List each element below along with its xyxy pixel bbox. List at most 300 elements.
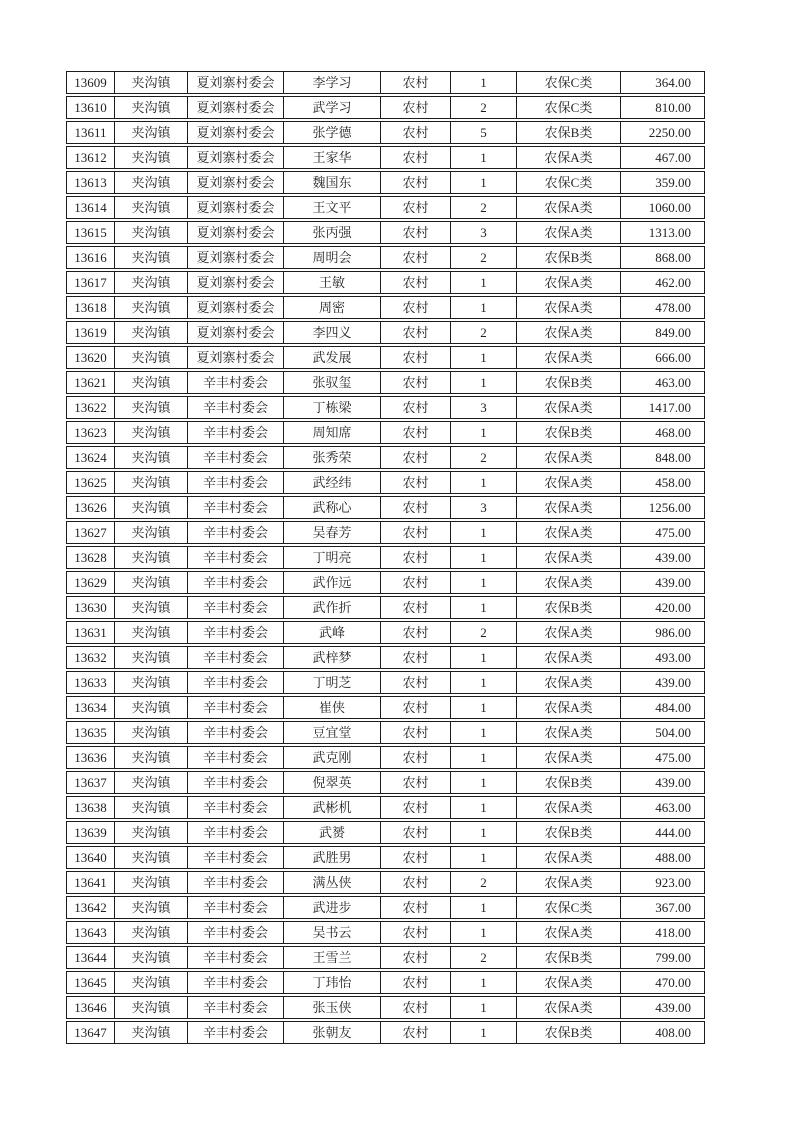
cell-residence-type: 农村 [380,671,450,694]
cell-village-committee: 辛丰村委会 [187,496,283,519]
cell-record-id: 13634 [66,696,114,719]
cell-person-name: 武称心 [283,496,380,519]
cell-village-committee: 辛丰村委会 [187,421,283,444]
payment-records-table [66,69,705,1046]
cell-amount: 923.00 [620,871,705,894]
cell-person-name: 张秀荣 [283,446,380,469]
cell-amount: 367.00 [620,896,705,919]
cell-record-id: 13612 [66,146,114,169]
cell-person-name: 王文平 [283,196,380,219]
cell-insurance-category: 农保B类 [516,771,620,794]
cell-residence-type: 农村 [380,1021,450,1044]
table-body [66,71,705,1044]
cell-insurance-category: 农保B类 [516,121,620,144]
cell-person-name: 张丙强 [283,221,380,244]
cell-amount: 462.00 [620,271,705,294]
table-row [66,196,705,219]
cell-residence-type: 农村 [380,871,450,894]
cell-town: 夹沟镇 [114,1021,187,1044]
cell-amount: 470.00 [620,971,705,994]
cell-person-name: 武峰 [283,621,380,644]
cell-person-name: 魏国东 [283,171,380,194]
cell-residence-type: 农村 [380,471,450,494]
cell-residence-type: 农村 [380,896,450,919]
cell-person-count: 2 [450,871,516,894]
cell-amount: 439.00 [620,771,705,794]
cell-person-count: 1 [450,471,516,494]
cell-insurance-category: 农保A类 [516,271,620,294]
cell-person-count: 1 [450,821,516,844]
table-row [66,671,705,694]
cell-residence-type: 农村 [380,196,450,219]
cell-record-id: 13638 [66,796,114,819]
table-row [66,996,705,1019]
cell-record-id: 13625 [66,471,114,494]
cell-person-count: 1 [450,146,516,169]
cell-record-id: 13631 [66,621,114,644]
table-row [66,321,705,344]
cell-village-committee: 辛丰村委会 [187,846,283,869]
cell-insurance-category: 农保A类 [516,521,620,544]
cell-person-name: 武彬机 [283,796,380,819]
cell-insurance-category: 农保A类 [516,871,620,894]
table-row [66,871,705,894]
cell-person-name: 吴春芳 [283,521,380,544]
table-row [66,121,705,144]
cell-village-committee: 辛丰村委会 [187,521,283,544]
table-row [66,296,705,319]
cell-person-count: 1 [450,271,516,294]
cell-residence-type: 农村 [380,121,450,144]
cell-amount: 493.00 [620,646,705,669]
cell-insurance-category: 农保A类 [516,221,620,244]
cell-village-committee: 辛丰村委会 [187,696,283,719]
cell-insurance-category: 农保A类 [516,996,620,1019]
cell-amount: 799.00 [620,946,705,969]
cell-town: 夹沟镇 [114,621,187,644]
cell-insurance-category: 农保A类 [516,446,620,469]
table-row [66,271,705,294]
table-row [66,221,705,244]
cell-person-count: 3 [450,396,516,419]
cell-record-id: 13624 [66,446,114,469]
cell-amount: 1256.00 [620,496,705,519]
cell-insurance-category: 农保B类 [516,371,620,394]
cell-amount: 1060.00 [620,196,705,219]
cell-insurance-category: 农保A类 [516,646,620,669]
cell-amount: 463.00 [620,796,705,819]
table-row [66,446,705,469]
table-row [66,496,705,519]
cell-record-id: 13641 [66,871,114,894]
cell-village-committee: 夏刘寨村委会 [187,271,283,294]
cell-record-id: 13617 [66,271,114,294]
cell-town: 夹沟镇 [114,746,187,769]
cell-insurance-category: 农保A类 [516,196,620,219]
cell-residence-type: 农村 [380,321,450,344]
cell-residence-type: 农村 [380,246,450,269]
cell-amount: 364.00 [620,71,705,94]
cell-insurance-category: 农保A类 [516,671,620,694]
table-row [66,1021,705,1044]
cell-person-count: 1 [450,421,516,444]
cell-person-name: 丁明亮 [283,546,380,569]
cell-insurance-category: 农保A类 [516,471,620,494]
cell-residence-type: 农村 [380,571,450,594]
cell-town: 夹沟镇 [114,521,187,544]
cell-residence-type: 农村 [380,271,450,294]
cell-person-name: 崔侠 [283,696,380,719]
cell-village-committee: 夏刘寨村委会 [187,146,283,169]
cell-record-id: 13615 [66,221,114,244]
cell-record-id: 13637 [66,771,114,794]
cell-person-count: 1 [450,646,516,669]
cell-person-name: 周密 [283,296,380,319]
cell-person-name: 李四义 [283,321,380,344]
cell-person-count: 1 [450,571,516,594]
cell-town: 夹沟镇 [114,571,187,594]
cell-residence-type: 农村 [380,796,450,819]
cell-town: 夹沟镇 [114,946,187,969]
cell-village-committee: 辛丰村委会 [187,1021,283,1044]
cell-person-name: 张学德 [283,121,380,144]
cell-record-id: 13635 [66,721,114,744]
cell-amount: 868.00 [620,246,705,269]
cell-person-count: 5 [450,121,516,144]
table-row [66,396,705,419]
cell-insurance-category: 农保A类 [516,546,620,569]
cell-record-id: 13621 [66,371,114,394]
cell-insurance-category: 农保B类 [516,821,620,844]
cell-town: 夹沟镇 [114,896,187,919]
cell-amount: 439.00 [620,996,705,1019]
cell-amount: 810.00 [620,96,705,119]
cell-village-committee: 辛丰村委会 [187,546,283,569]
cell-person-count: 1 [450,171,516,194]
cell-town: 夹沟镇 [114,271,187,294]
cell-person-name: 张朝友 [283,1021,380,1044]
cell-person-count: 1 [450,696,516,719]
cell-record-id: 13622 [66,396,114,419]
cell-insurance-category: 农保A类 [516,296,620,319]
cell-town: 夹沟镇 [114,596,187,619]
cell-town: 夹沟镇 [114,346,187,369]
table-row [66,821,705,844]
cell-village-committee: 辛丰村委会 [187,921,283,944]
cell-town: 夹沟镇 [114,796,187,819]
cell-person-count: 2 [450,946,516,969]
cell-insurance-category: 农保A类 [516,346,620,369]
cell-amount: 463.00 [620,371,705,394]
cell-person-name: 张驭玺 [283,371,380,394]
cell-village-committee: 辛丰村委会 [187,871,283,894]
cell-residence-type: 农村 [380,371,450,394]
table-row [66,896,705,919]
cell-record-id: 13616 [66,246,114,269]
cell-residence-type: 农村 [380,771,450,794]
table-row [66,621,705,644]
cell-insurance-category: 农保A类 [516,796,620,819]
cell-insurance-category: 农保B类 [516,946,620,969]
cell-person-count: 1 [450,346,516,369]
cell-residence-type: 农村 [380,821,450,844]
cell-town: 夹沟镇 [114,446,187,469]
cell-person-count: 1 [450,296,516,319]
cell-residence-type: 农村 [380,646,450,669]
cell-person-count: 3 [450,221,516,244]
cell-town: 夹沟镇 [114,296,187,319]
cell-town: 夹沟镇 [114,246,187,269]
cell-residence-type: 农村 [380,596,450,619]
cell-village-committee: 辛丰村委会 [187,571,283,594]
cell-residence-type: 农村 [380,71,450,94]
cell-residence-type: 农村 [380,496,450,519]
cell-residence-type: 农村 [380,721,450,744]
cell-residence-type: 农村 [380,946,450,969]
table-row [66,146,705,169]
table-row [66,796,705,819]
cell-amount: 504.00 [620,721,705,744]
cell-person-name: 王雪兰 [283,946,380,969]
cell-record-id: 13628 [66,546,114,569]
cell-amount: 408.00 [620,1021,705,1044]
table-row [66,571,705,594]
cell-insurance-category: 农保A类 [516,621,620,644]
cell-insurance-category: 农保C类 [516,71,620,94]
cell-amount: 478.00 [620,296,705,319]
table-row [66,246,705,269]
cell-person-name: 武胜男 [283,846,380,869]
cell-record-id: 13627 [66,521,114,544]
cell-residence-type: 农村 [380,621,450,644]
table-row [66,696,705,719]
cell-record-id: 13610 [66,96,114,119]
cell-record-id: 13620 [66,346,114,369]
cell-person-name: 王敏 [283,271,380,294]
table-row [66,721,705,744]
cell-person-count: 1 [450,71,516,94]
cell-town: 夹沟镇 [114,471,187,494]
cell-residence-type: 农村 [380,221,450,244]
cell-amount: 488.00 [620,846,705,869]
cell-amount: 439.00 [620,671,705,694]
cell-record-id: 13636 [66,746,114,769]
cell-person-count: 1 [450,796,516,819]
cell-person-name: 丁明芝 [283,671,380,694]
cell-person-name: 武赟 [283,821,380,844]
table-row [66,971,705,994]
cell-amount: 484.00 [620,696,705,719]
table-row [66,921,705,944]
cell-village-committee: 夏刘寨村委会 [187,296,283,319]
cell-person-name: 武进步 [283,896,380,919]
table-row [66,96,705,119]
cell-insurance-category: 农保A类 [516,696,620,719]
cell-insurance-category: 农保B类 [516,421,620,444]
cell-town: 夹沟镇 [114,696,187,719]
cell-residence-type: 农村 [380,846,450,869]
cell-person-count: 2 [450,321,516,344]
cell-town: 夹沟镇 [114,821,187,844]
cell-residence-type: 农村 [380,96,450,119]
cell-amount: 467.00 [620,146,705,169]
cell-amount: 666.00 [620,346,705,369]
cell-residence-type: 农村 [380,346,450,369]
cell-amount: 418.00 [620,921,705,944]
cell-person-count: 1 [450,996,516,1019]
cell-insurance-category: 农保A类 [516,321,620,344]
cell-record-id: 13639 [66,821,114,844]
cell-person-name: 武克刚 [283,746,380,769]
cell-village-committee: 辛丰村委会 [187,996,283,1019]
cell-village-committee: 辛丰村委会 [187,771,283,794]
cell-town: 夹沟镇 [114,321,187,344]
cell-village-committee: 辛丰村委会 [187,821,283,844]
cell-record-id: 13640 [66,846,114,869]
cell-insurance-category: 农保A类 [516,396,620,419]
cell-record-id: 13630 [66,596,114,619]
cell-record-id: 13644 [66,946,114,969]
cell-village-committee: 夏刘寨村委会 [187,71,283,94]
table-row [66,546,705,569]
cell-amount: 849.00 [620,321,705,344]
table-row [66,471,705,494]
cell-amount: 439.00 [620,546,705,569]
cell-record-id: 13626 [66,496,114,519]
cell-record-id: 13647 [66,1021,114,1044]
cell-town: 夹沟镇 [114,371,187,394]
cell-village-committee: 辛丰村委会 [187,596,283,619]
cell-person-count: 1 [450,921,516,944]
cell-amount: 420.00 [620,596,705,619]
cell-amount: 439.00 [620,571,705,594]
cell-insurance-category: 农保C类 [516,96,620,119]
cell-record-id: 13646 [66,996,114,1019]
table-row [66,846,705,869]
cell-person-name: 张玉侠 [283,996,380,1019]
cell-insurance-category: 农保A类 [516,146,620,169]
cell-insurance-category: 农保A类 [516,746,620,769]
cell-residence-type: 农村 [380,421,450,444]
cell-village-committee: 夏刘寨村委会 [187,321,283,344]
cell-insurance-category: 农保B类 [516,596,620,619]
cell-amount: 475.00 [620,521,705,544]
cell-town: 夹沟镇 [114,421,187,444]
cell-town: 夹沟镇 [114,721,187,744]
cell-amount: 468.00 [620,421,705,444]
cell-person-name: 倪翠英 [283,771,380,794]
cell-residence-type: 农村 [380,446,450,469]
cell-record-id: 13614 [66,196,114,219]
cell-amount: 986.00 [620,621,705,644]
cell-village-committee: 辛丰村委会 [187,371,283,394]
cell-town: 夹沟镇 [114,496,187,519]
cell-amount: 2250.00 [620,121,705,144]
cell-insurance-category: 农保B类 [516,1021,620,1044]
cell-person-name: 吴书云 [283,921,380,944]
cell-town: 夹沟镇 [114,846,187,869]
cell-record-id: 13623 [66,421,114,444]
cell-person-count: 2 [450,246,516,269]
cell-town: 夹沟镇 [114,871,187,894]
cell-residence-type: 农村 [380,696,450,719]
cell-amount: 458.00 [620,471,705,494]
cell-residence-type: 农村 [380,396,450,419]
cell-person-name: 武发展 [283,346,380,369]
cell-person-count: 1 [450,596,516,619]
cell-person-count: 1 [450,721,516,744]
cell-insurance-category: 农保A类 [516,921,620,944]
cell-person-count: 1 [450,521,516,544]
cell-insurance-category: 农保A类 [516,571,620,594]
cell-town: 夹沟镇 [114,96,187,119]
cell-village-committee: 夏刘寨村委会 [187,221,283,244]
cell-person-name: 李学习 [283,71,380,94]
cell-town: 夹沟镇 [114,921,187,944]
cell-record-id: 13643 [66,921,114,944]
cell-town: 夹沟镇 [114,171,187,194]
cell-person-count: 1 [450,746,516,769]
cell-town: 夹沟镇 [114,771,187,794]
cell-town: 夹沟镇 [114,71,187,94]
cell-village-committee: 辛丰村委会 [187,646,283,669]
cell-amount: 848.00 [620,446,705,469]
cell-person-count: 1 [450,896,516,919]
table-row [66,371,705,394]
cell-village-committee: 夏刘寨村委会 [187,196,283,219]
cell-village-committee: 夏刘寨村委会 [187,171,283,194]
cell-amount: 1313.00 [620,221,705,244]
cell-residence-type: 农村 [380,296,450,319]
cell-town: 夹沟镇 [114,671,187,694]
cell-person-count: 1 [450,671,516,694]
table-row [66,346,705,369]
cell-town: 夹沟镇 [114,396,187,419]
cell-town: 夹沟镇 [114,221,187,244]
cell-village-committee: 辛丰村委会 [187,671,283,694]
cell-person-name: 武作远 [283,571,380,594]
cell-person-count: 1 [450,371,516,394]
cell-village-committee: 辛丰村委会 [187,621,283,644]
cell-person-name: 武作折 [283,596,380,619]
cell-residence-type: 农村 [380,171,450,194]
cell-village-committee: 辛丰村委会 [187,396,283,419]
cell-village-committee: 辛丰村委会 [187,746,283,769]
cell-village-committee: 辛丰村委会 [187,946,283,969]
cell-record-id: 13633 [66,671,114,694]
cell-village-committee: 辛丰村委会 [187,471,283,494]
cell-residence-type: 农村 [380,996,450,1019]
cell-person-count: 1 [450,971,516,994]
cell-village-committee: 夏刘寨村委会 [187,96,283,119]
cell-village-committee: 夏刘寨村委会 [187,246,283,269]
cell-record-id: 13642 [66,896,114,919]
cell-residence-type: 农村 [380,546,450,569]
table-row [66,596,705,619]
table-row [66,421,705,444]
cell-residence-type: 农村 [380,971,450,994]
cell-town: 夹沟镇 [114,196,187,219]
cell-village-committee: 辛丰村委会 [187,721,283,744]
cell-person-count: 2 [450,446,516,469]
table-row [66,946,705,969]
table-row [66,646,705,669]
cell-town: 夹沟镇 [114,646,187,669]
cell-town: 夹沟镇 [114,146,187,169]
cell-person-count: 2 [450,621,516,644]
cell-insurance-category: 农保A类 [516,971,620,994]
cell-person-name: 王家华 [283,146,380,169]
